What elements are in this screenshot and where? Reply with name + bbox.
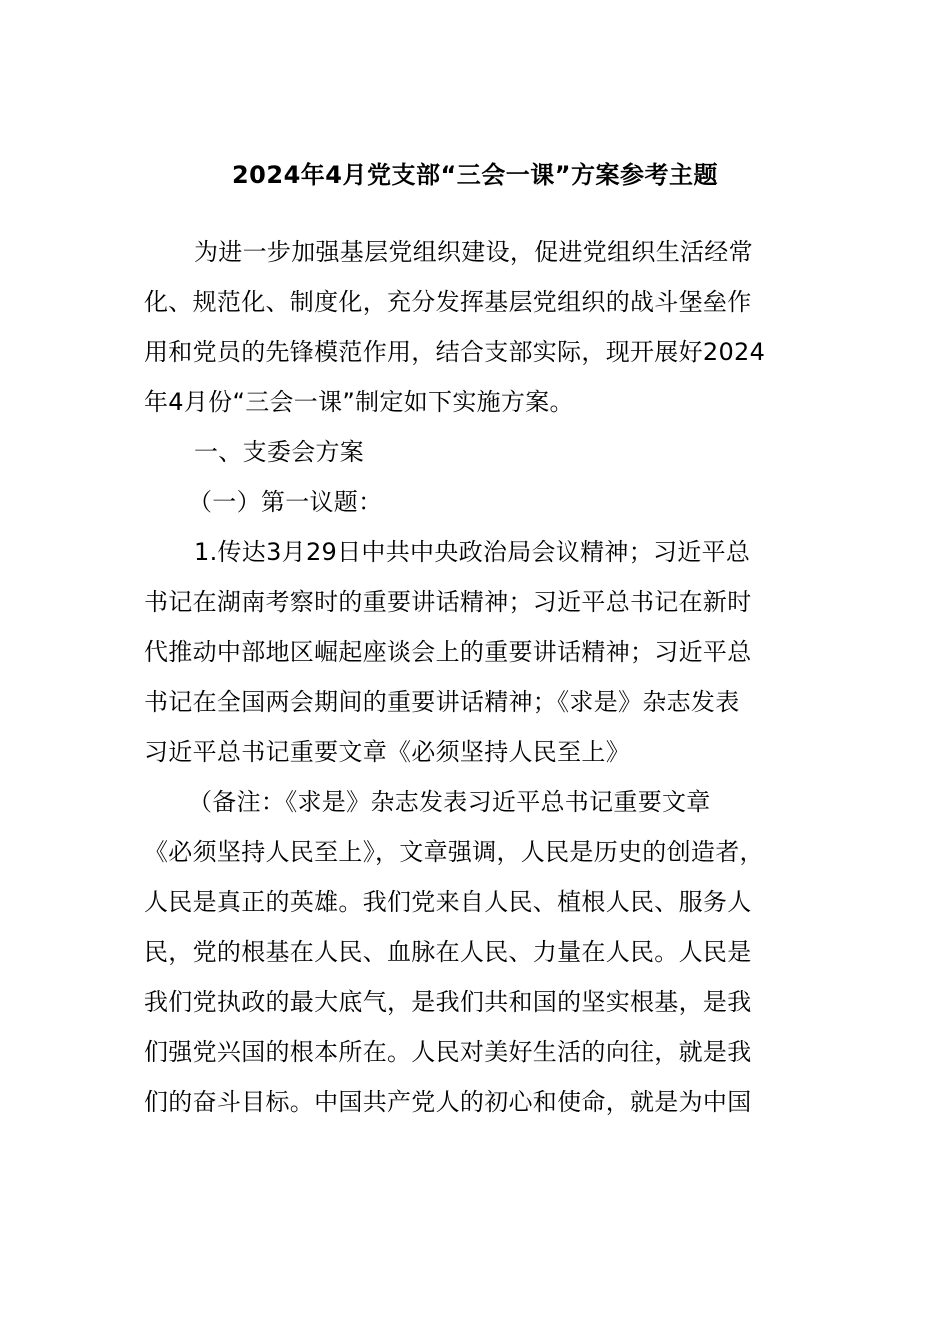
note-line: 们的奋斗目标。中国共产党人的初心和使命，就是为中国 <box>144 1088 752 1116</box>
note-line: （备注：《求是》杂志发表习近平总书记重要文章 <box>188 788 711 816</box>
paragraph-line: 年4月份“三会一课”制定如下实施方案。 <box>144 388 574 416</box>
paragraph-line: 习近平总书记重要文章《必须坚持人民至上》 <box>144 738 630 766</box>
note-line: 人民是真正的英雄。我们党来自人民、植根人民、服务人 <box>144 888 752 916</box>
paragraph-line: 化、规范化、制度化，充分发挥基层党组织的战斗堡垒作 <box>144 288 752 316</box>
paragraph-line: 为进一步加强基层党组织建设，促进党组织生活经常 <box>194 238 753 266</box>
paragraph-line: 用和党员的先锋模范作用，结合支部实际，现开展好2024 <box>144 338 766 366</box>
paragraph-line: 1.传达3月29日中共中央政治局会议精神；习近平总 <box>194 538 751 566</box>
paragraph-line: 代推动中部地区崛起座谈会上的重要讲话精神；习近平总 <box>144 638 752 666</box>
paragraph-line: 书记在全国两会期间的重要讲话精神；《求是》杂志发表 <box>144 688 740 716</box>
document-body <box>144 227 806 1127</box>
document-title: 2024年4月党支部“三会一课”方案参考主题 <box>231 161 719 189</box>
note-line: 们强党兴国的根本所在。人民对美好生活的向往，就是我 <box>144 1038 752 1066</box>
paragraph-line: 书记在湖南考察时的重要讲话精神；习近平总书记在新时 <box>144 588 752 616</box>
section-heading: 一、支委会方案 <box>194 438 365 466</box>
note-line: 《必须坚持人民至上》，文章强调，人民是历史的创造者， <box>144 838 764 866</box>
note-line: 民，党的根基在人民、血脉在人民、力量在人民。人民是 <box>144 938 752 966</box>
subsection-heading: （一）第一议题： <box>188 488 383 516</box>
note-line: 我们党执政的最大底气，是我们共和国的坚实根基，是我 <box>144 988 752 1016</box>
